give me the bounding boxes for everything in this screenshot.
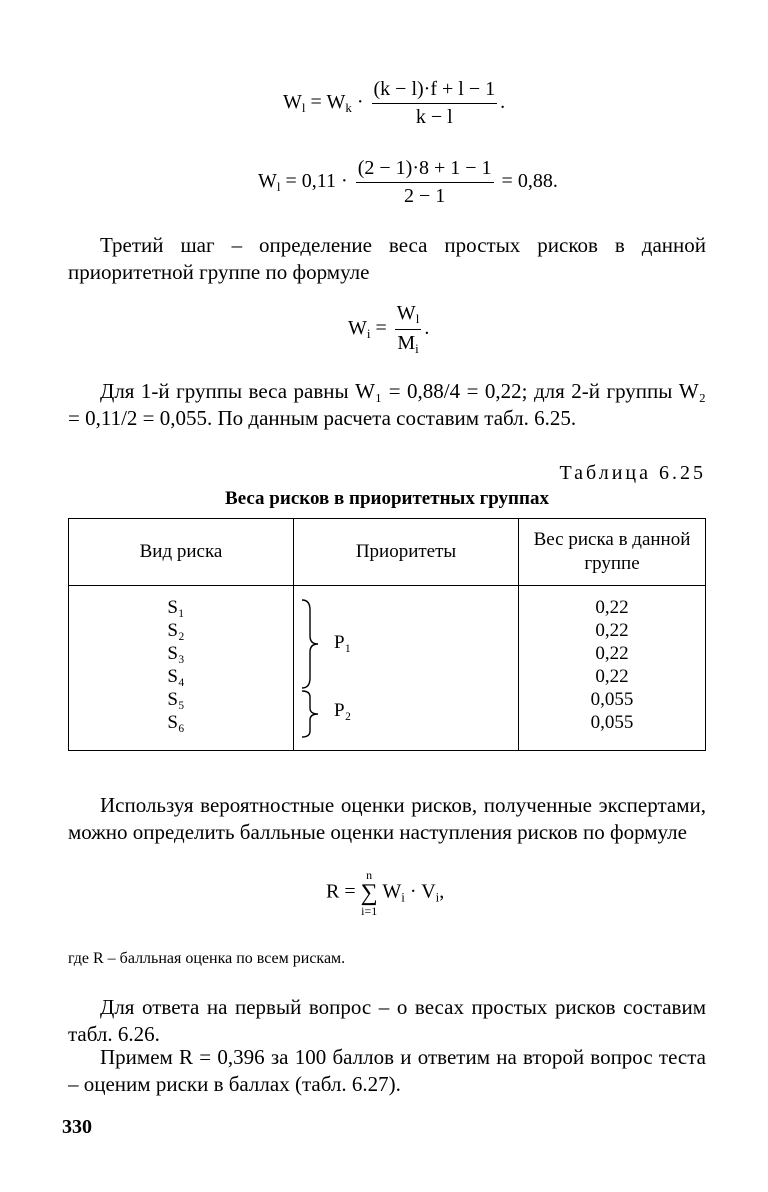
table-title: Веса рисков в приоритетных группах (225, 488, 549, 509)
risk-s5: S₅ (167, 689, 185, 710)
formula-weight-group: $W_l = W_k$ · $\frac{(k - l)\cdot f + l - 1}{k - l}$ . (283, 78, 506, 128)
paragraph-expert-estimates: Используя вероятностные оценки рисков, полученные экспертами, можно определить балльные оценки наступления рисков по формуле (68, 793, 706, 844)
formula-simple-risk-weight: $W_i$ = $\frac{W_l}{M_i}$ . (348, 302, 430, 356)
paragraph-first-question: Для ответа на первый вопрос – о весах простых рисков составим табл. 6.26. (68, 995, 706, 1046)
weight-s4: 0,22 (595, 666, 629, 687)
header-risk-type: Вид риска (69, 519, 294, 586)
priority-p2: P₂ (334, 700, 352, 721)
header-priorities: Приоритеты (294, 519, 519, 586)
priority-p1: P₁ (334, 632, 352, 653)
table-header-row (69, 519, 706, 586)
risk-s2: S₂ (167, 620, 185, 641)
formula-weight-calculation: $W_l = 0,11$ · $\frac{(2 - 1)\cdot 8 + 1 - 1}{2 - 1}$ = 0,88. (258, 157, 558, 207)
risk-s4: S₄ (167, 666, 185, 687)
cell-risks (69, 586, 294, 751)
formula-note: где R – балльная оценка по всем рискам. (68, 950, 346, 967)
weight-s6: 0,055 (590, 712, 634, 733)
brace-p1-icon (298, 598, 322, 690)
table-body-row (69, 586, 706, 751)
weight-s1: 0,22 (595, 597, 629, 618)
paragraph-group-weights: Для 1-й группы веса равны W₁ = 0,88/4 = 0,22; для 2-й группы W₂ = 0,11/2 = 0,055. По данным расчета составим табл. 6.25. (68, 379, 706, 430)
cell-priorities (294, 586, 519, 751)
table-caption: Таблица 6.25 (559, 462, 706, 484)
sum-icon: n ∑ i=1 (360, 868, 378, 918)
weight-s2: 0,22 (595, 620, 629, 641)
risk-s3: S₃ (167, 643, 185, 664)
risk-s1: S₁ (167, 597, 185, 618)
brace-p2-icon (298, 689, 322, 739)
paragraph-second-question: Примем R = 0,396 за 100 баллов и ответим на второй вопрос теста – оценим риски в баллах (табл. 6.27). (68, 1045, 706, 1096)
paragraph-third-step: Третий шаг – определение веса простых рисков в данной приоритетной группе по формуле (68, 233, 706, 284)
header-weight: Вес риска в данной группе (519, 519, 706, 586)
risk-weights-table (68, 518, 706, 751)
weight-s5: 0,055 (590, 689, 634, 710)
cell-weights (519, 586, 706, 751)
weight-s3: 0,22 (595, 643, 629, 664)
risk-s6: S₆ (167, 712, 185, 733)
formula-score: R = n ∑ i=1 $W_i \cdot V_i$, (326, 868, 445, 918)
page-number: 330 (62, 1116, 92, 1138)
